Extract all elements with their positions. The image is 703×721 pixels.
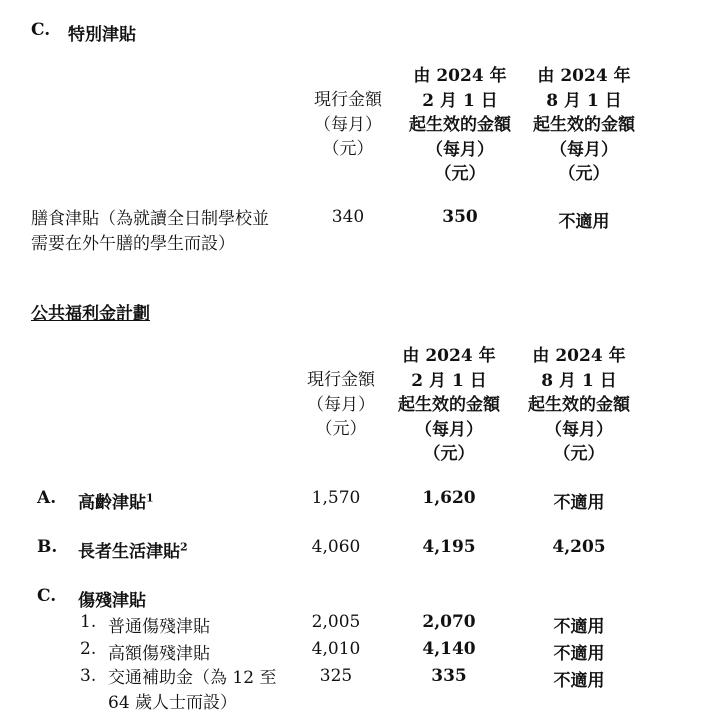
section-title: 特別津貼 bbox=[68, 25, 136, 45]
old-age-allowance-current: 1,570 bbox=[311, 488, 361, 508]
transport-supplement-aug: 不適用 bbox=[553, 671, 605, 691]
transport-supplement-current: 325 bbox=[319, 666, 353, 686]
old-age-allowance-letter: A. bbox=[37, 488, 57, 508]
higher-disability-allowance-feb: 4,140 bbox=[422, 639, 476, 659]
higher-disability-allowance-aug: 不適用 bbox=[553, 644, 605, 664]
old-age-living-allowance-label: 長者生活津貼$^2$ bbox=[78, 540, 188, 562]
list-item-number: 2. bbox=[80, 639, 97, 659]
welfare-header-effective-feb: 由 2024 年 2 月 1 日 起生效的金額 （每月） （元） bbox=[398, 346, 500, 464]
old-age-living-allowance-letter: B. bbox=[37, 537, 58, 557]
normal-disability-allowance-current: 2,005 bbox=[311, 612, 361, 632]
header-effective-aug: 由 2024 年 8 月 1 日 起生效的金額 （每月） （元） bbox=[533, 66, 635, 184]
list-item-number: 3. bbox=[80, 666, 97, 686]
list-item-number: 1. bbox=[80, 612, 97, 632]
section-letter: C. bbox=[31, 20, 51, 40]
welfare-header-effective-aug: 由 2024 年 8 月 1 日 起生效的金額 （每月） （元） bbox=[528, 346, 630, 464]
meal-allowance-feb: 350 bbox=[442, 207, 478, 227]
welfare-title: 公共福利金計劃 bbox=[31, 304, 150, 324]
higher-disability-allowance-label: 高額傷殘津貼 bbox=[108, 644, 210, 664]
old-age-living-allowance-aug: 4,205 bbox=[552, 537, 606, 557]
normal-disability-allowance-label: 普通傷殘津貼 bbox=[108, 617, 210, 637]
old-age-allowance-aug: 不適用 bbox=[553, 493, 605, 513]
higher-disability-allowance-current: 4,010 bbox=[311, 639, 361, 659]
footnote-marker: 1 bbox=[146, 491, 154, 505]
normal-disability-allowance-feb: 2,070 bbox=[422, 612, 476, 632]
meal-allowance-label: 膳食津貼（為就讀全日制學校並 需要在外午膳的學生而設） bbox=[31, 209, 269, 254]
meal-allowance-aug: 不適用 bbox=[558, 212, 610, 232]
meal-allowance-current: 340 bbox=[331, 207, 365, 227]
transport-supplement-feb: 335 bbox=[431, 666, 467, 686]
footnote-marker: 2 bbox=[180, 540, 188, 554]
welfare-header-current-amount: 現行金額 （每月） （元） bbox=[307, 370, 375, 439]
transport-supplement-label: 交通補助金（為 12 至 64 歲人士而設） bbox=[108, 668, 277, 713]
old-age-living-allowance-current: 4,060 bbox=[311, 537, 361, 557]
disability-allowance-letter: C. bbox=[37, 586, 57, 606]
header-effective-feb: 由 2024 年 2 月 1 日 起生效的金額 （每月） （元） bbox=[409, 66, 511, 184]
old-age-allowance-label: 高齡津貼$^1$ bbox=[78, 491, 154, 513]
header-current-amount: 現行金額 （每月） （元） bbox=[314, 90, 382, 159]
normal-disability-allowance-aug: 不適用 bbox=[553, 617, 605, 637]
old-age-living-allowance-feb: 4,195 bbox=[422, 537, 476, 557]
old-age-allowance-feb: 1,620 bbox=[422, 488, 476, 508]
disability-allowance-label: 傷殘津貼 bbox=[78, 591, 146, 611]
